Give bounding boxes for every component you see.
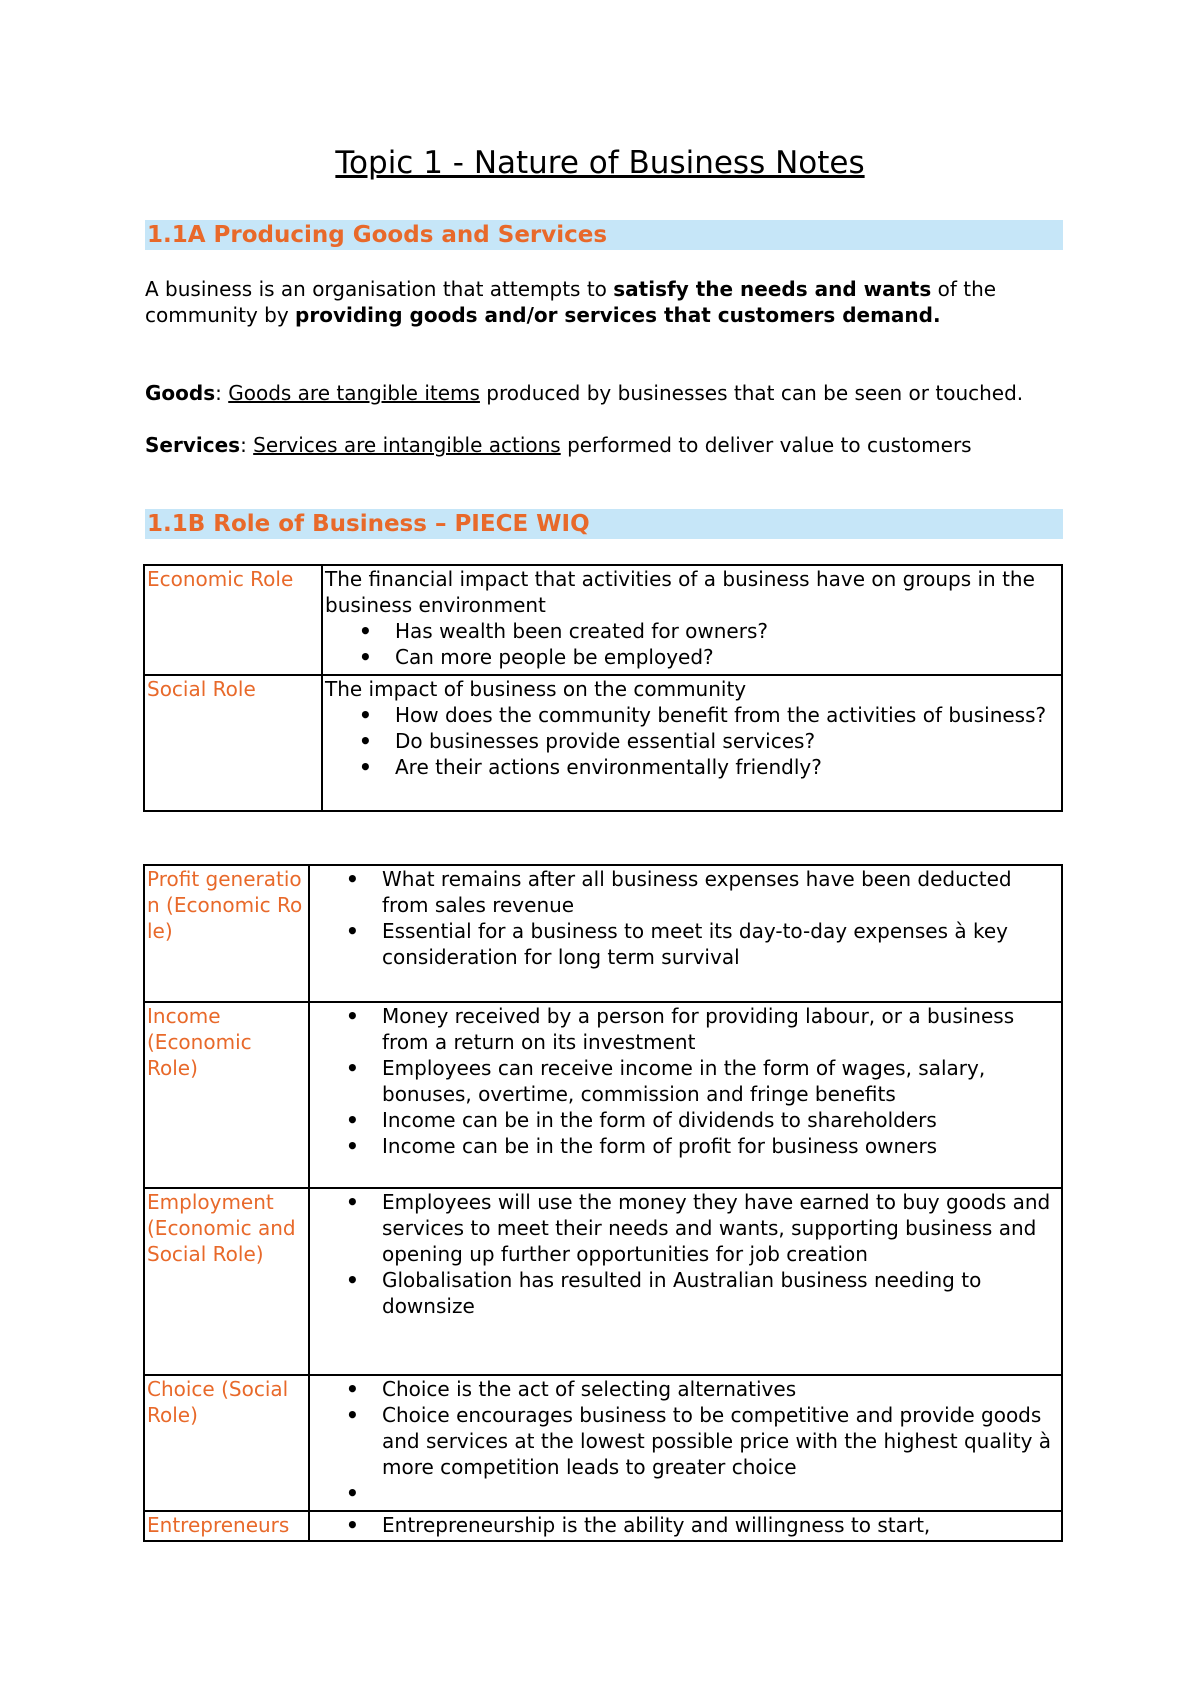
role-description: The financial impact that activities of a business have on groups in the business environment [325,567,1035,617]
description-cell [322,565,1062,675]
role-cell: Social Role [144,675,322,811]
definition-text: of the community by [145,277,997,327]
list-item [382,1480,1059,1506]
list-item: • Money received by a person for providing labour, or a business from a return on its investment [382,1003,1059,1055]
role-cell: Entrepreneurs [144,1511,309,1541]
services-term: Services [145,433,241,457]
role-cell: Choice (Social Role) [144,1375,309,1511]
separator: : [215,381,229,405]
table-row [144,865,1062,1002]
definition-bold: providing goods and/or services that customers demand. [295,303,941,327]
section-heading-label: 1.1A Producing Goods and Services [147,222,608,248]
list-item: • Can more people be employed? [395,644,1059,670]
business-definition [145,276,1063,328]
table-row [144,565,1062,675]
list-item: • Income can be in the form of profit for business owners [382,1133,1059,1159]
goods-term: Goods [145,381,216,405]
list-item: • Entrepreneurship is the ability and willingness to start, [382,1512,1059,1538]
role-cell: Income (Economic Role) [144,1002,309,1188]
list-item: • Do businesses provide essential services? [395,728,1059,754]
list-item: • How does the community benefit from the activities of business? [395,702,1059,728]
section-heading-producing-goods [145,220,1063,250]
description-cell [309,1375,1062,1511]
section-heading-role-of-business [145,509,1063,539]
goods-definition [145,380,1063,406]
list-item: • Employees can receive income in the form of wages, salary, bonuses, overtime, commission and fringe benefits [382,1055,1059,1107]
description-cell [309,1188,1062,1375]
services-underlined: Services are intangible actions [253,433,561,457]
description-cell [322,675,1062,811]
list-item: • Choice encourages business to be competitive and provide goods and services at the lowest possible price with the highest quality à more competition leads to greater choice [382,1402,1059,1480]
role-cell: Employment (Economic and Social Role) [144,1188,309,1375]
role-cell: Economic Role [144,565,322,675]
bullet-list [312,1376,1059,1506]
services-definition [145,432,1063,458]
bullet-list [325,702,1059,780]
table-row [144,1375,1062,1511]
separator: : [240,433,254,457]
table-row [144,1002,1062,1188]
list-item: • Are their actions environmentally friendly? [395,754,1059,780]
table-row [144,1511,1062,1541]
list-item: • Choice is the act of selecting alternatives [382,1376,1059,1402]
list-item: • Income can be in the form of dividends to shareholders [382,1107,1059,1133]
list-item: • Globalisation has resulted in Australian business needing to downsize [382,1267,1059,1319]
section-heading-label: 1.1B Role of Business – PIECE WIQ [147,511,590,537]
services-rest: performed to deliver value to customers [560,433,972,457]
description-cell [309,1511,1062,1541]
goods-rest: produced by businesses that can be seen or touched. [479,381,1024,405]
list-item: • Employees will use the money they have earned to buy goods and services to meet their needs and wants, supporting business and opening up further opportunities for job creation [382,1189,1059,1267]
list-item: • What remains after all business expenses have been deducted from sales revenue [382,866,1059,918]
bullet-list [312,1003,1059,1159]
bullet-list [312,1512,1059,1538]
role-cell: Profit generation (Economic Role) [144,865,309,1002]
bullet-list [312,1189,1059,1319]
list-item: • Essential for a business to meet its day-to-day expenses à key consideration for long term survival [382,918,1059,970]
bullet-list [325,618,1059,670]
definition-text: A business is an organisation that attempts to [145,277,614,301]
role-description: The impact of business on the community [325,677,747,701]
goods-underlined: Goods are tangible items [228,381,480,405]
bullet-list [312,866,1059,970]
list-item: • Has wealth been created for owners? [395,618,1059,644]
piece-roles-table [143,864,1063,1542]
definition-bold: satisfy the needs and wants [613,277,932,301]
table-row [144,675,1062,811]
page-title: Topic 1 - Nature of Business Notes [335,145,865,181]
description-cell [309,865,1062,1002]
roles-table [143,564,1063,812]
table-row [144,1188,1062,1375]
description-cell [309,1002,1062,1188]
